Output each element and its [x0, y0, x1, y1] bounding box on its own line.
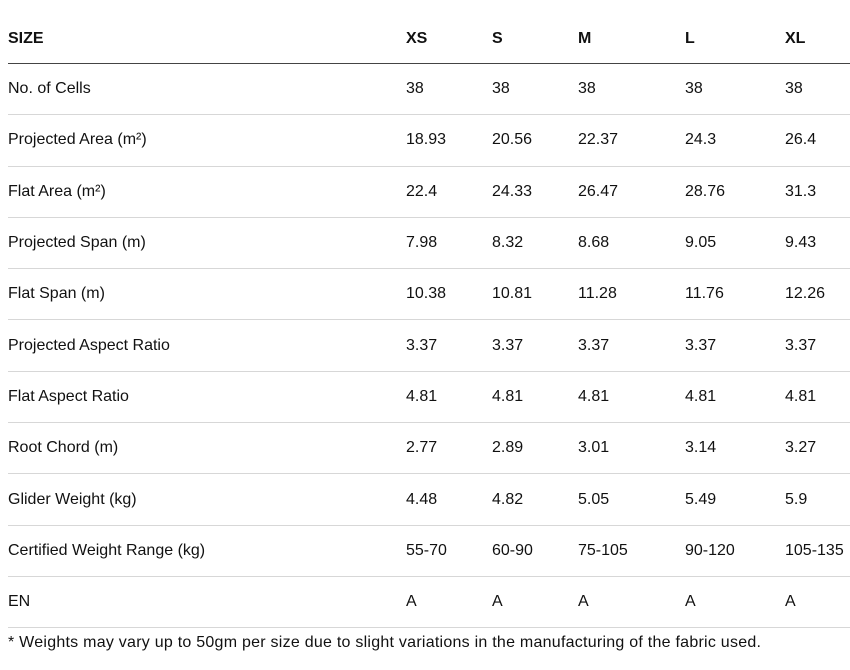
table-row	[8, 526, 850, 577]
table-row	[8, 269, 850, 320]
cell-xl: 5.9	[785, 490, 808, 508]
cell-xl: 9.43	[785, 234, 817, 252]
cell-xs: 18.93	[406, 131, 447, 149]
cell-l: 38	[685, 80, 703, 98]
table-row	[8, 320, 850, 371]
cell-l: 11.76	[685, 285, 724, 303]
cell-l: 28.76	[685, 182, 726, 200]
row-label: EN	[8, 593, 31, 611]
header-l: L	[685, 29, 695, 47]
cell-m: 4.81	[578, 387, 610, 405]
row-label: Flat Span (m)	[8, 285, 105, 303]
header-xl: XL	[785, 29, 806, 47]
cell-xs: 7.98	[406, 234, 438, 252]
cell-s: 38	[492, 80, 510, 98]
row-label: Root Chord (m)	[8, 439, 119, 457]
cell-xl: 38	[785, 80, 803, 98]
cell-l: 24.3	[685, 131, 717, 149]
cell-s: 4.82	[492, 490, 524, 508]
row-label: Projected Area (m²)	[8, 131, 147, 149]
table-row	[8, 218, 850, 269]
table-row	[8, 64, 850, 115]
cell-s: 24.33	[492, 182, 533, 200]
cell-s: 2.89	[492, 439, 524, 457]
cell-l: 3.14	[685, 439, 717, 457]
cell-xl: 26.4	[785, 131, 817, 149]
cell-m: 38	[578, 80, 596, 98]
cell-xs: 22.4	[406, 182, 438, 200]
table-row	[8, 372, 850, 423]
cell-s: 20.56	[492, 131, 533, 149]
cell-l: 3.37	[685, 336, 717, 354]
header-m: M	[578, 29, 592, 47]
cell-m: 8.68	[578, 234, 610, 252]
cell-xl: A	[785, 593, 796, 611]
cell-m: 75-105	[578, 541, 628, 559]
header-xs: XS	[406, 29, 428, 47]
cell-m: 3.37	[578, 336, 610, 354]
row-label: Certified Weight Range (kg)	[8, 541, 206, 559]
cell-xs: 3.37	[406, 336, 438, 354]
cell-m: 22.37	[578, 131, 619, 149]
cell-l: 5.49	[685, 490, 717, 508]
row-label: Glider Weight (kg)	[8, 490, 137, 508]
cell-xs: A	[406, 593, 417, 611]
header-size: SIZE	[8, 29, 44, 47]
row-label: Flat Area (m²)	[8, 182, 106, 200]
cell-xl: 31.3	[785, 182, 817, 200]
cell-l: 4.81	[685, 387, 717, 405]
cell-xl: 105-135	[785, 541, 844, 559]
cell-s: 10.81	[492, 285, 533, 303]
cell-s: 60-90	[492, 541, 533, 559]
table-row	[8, 474, 850, 525]
row-label: No. of Cells	[8, 80, 91, 98]
cell-m: 11.28	[578, 285, 617, 303]
cell-l: A	[685, 593, 696, 611]
cell-xs: 55-70	[406, 541, 447, 559]
cell-m: 5.05	[578, 490, 610, 508]
cell-xs: 2.77	[406, 439, 438, 457]
table-row	[8, 167, 850, 218]
cell-s: A	[492, 593, 503, 611]
table-row	[8, 115, 850, 166]
cell-l: 9.05	[685, 234, 717, 252]
cell-m: 26.47	[578, 182, 619, 200]
cell-s: 3.37	[492, 336, 524, 354]
header-s: S	[492, 29, 503, 47]
row-label: Projected Aspect Ratio	[8, 336, 170, 354]
cell-xl: 3.27	[785, 439, 817, 457]
weight-footnote: * Weights may vary up to 50gm per size due to slight variations in the manufacturing of the fabric used.	[8, 634, 762, 651]
table-row	[8, 423, 850, 474]
table-row	[8, 577, 850, 628]
cell-xs: 38	[406, 80, 424, 98]
cell-xs: 4.81	[406, 387, 438, 405]
cell-xl: 4.81	[785, 387, 817, 405]
size-spec-table	[8, 14, 850, 628]
cell-xs: 4.48	[406, 490, 438, 508]
cell-s: 8.32	[492, 234, 524, 252]
cell-m: 3.01	[578, 439, 610, 457]
row-label: Flat Aspect Ratio	[8, 387, 129, 405]
table-header-row	[8, 14, 850, 64]
cell-s: 4.81	[492, 387, 524, 405]
cell-l: 90-120	[685, 541, 735, 559]
cell-xl: 12.26	[785, 285, 826, 303]
cell-xs: 10.38	[406, 285, 447, 303]
row-label: Projected Span (m)	[8, 234, 146, 252]
cell-xl: 3.37	[785, 336, 817, 354]
cell-m: A	[578, 593, 589, 611]
